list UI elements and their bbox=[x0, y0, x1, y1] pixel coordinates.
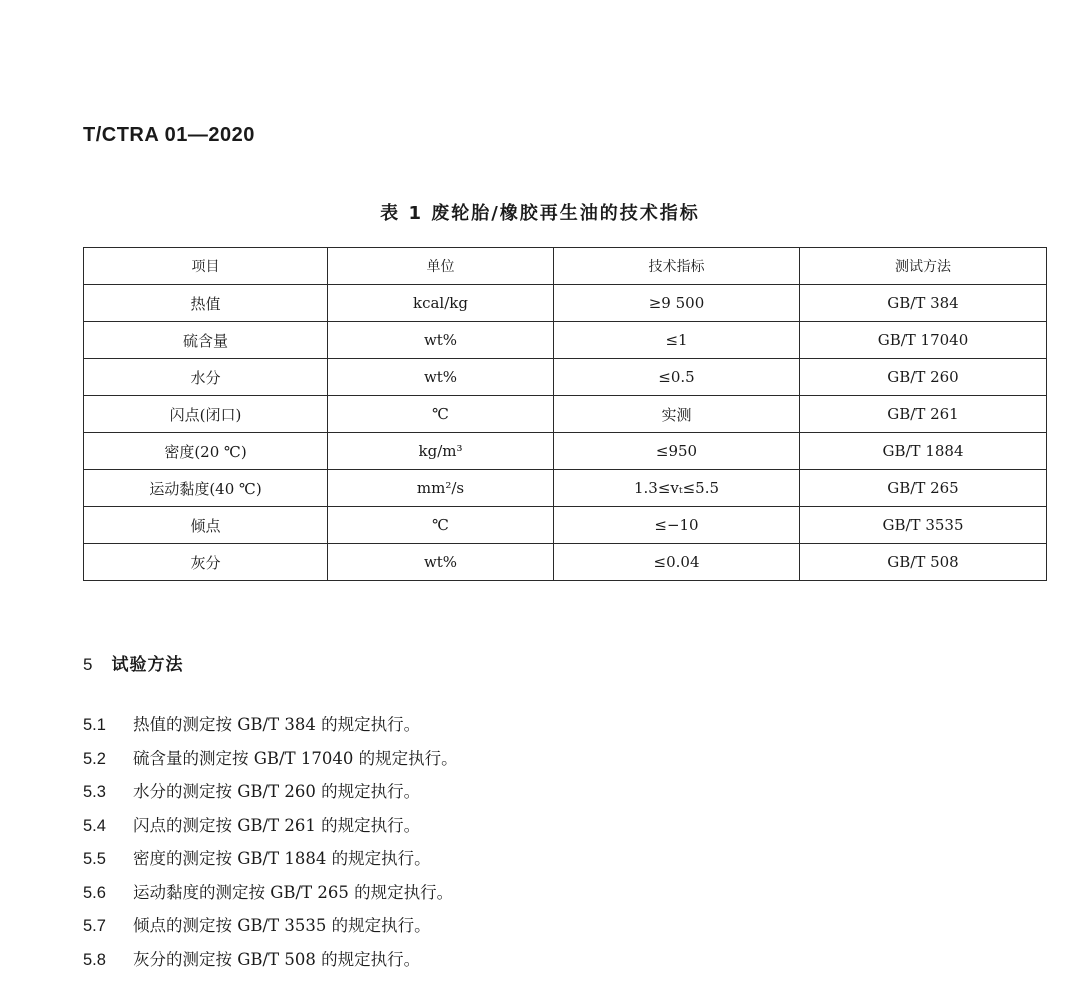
clause-item bbox=[83, 742, 458, 776]
cell-method: GB/T 1884 bbox=[800, 433, 1047, 470]
cell-unit: mm²/s bbox=[328, 470, 554, 507]
cell-item: 密度(20 ℃) bbox=[84, 433, 328, 470]
clause-number: 5.8 bbox=[83, 950, 106, 969]
cell-item: 闪点(闭口) bbox=[84, 396, 328, 433]
cell-method: GB/T 384 bbox=[800, 285, 1047, 322]
header-item: 项目 bbox=[84, 248, 328, 285]
header-method: 测试方法 bbox=[800, 248, 1047, 285]
clause-number: 5.4 bbox=[83, 816, 106, 835]
cell-item: 热值 bbox=[84, 285, 328, 322]
table-header-row bbox=[84, 248, 1047, 285]
cell-spec: ≤0.04 bbox=[554, 544, 800, 581]
clause-text: 倾点的测定按 GB/T 3535 的规定执行。 bbox=[133, 916, 431, 935]
cell-unit: ℃ bbox=[328, 507, 554, 544]
clause-item bbox=[83, 943, 458, 977]
section-heading bbox=[83, 650, 183, 675]
clause-number: 5.6 bbox=[83, 883, 106, 902]
clause-item bbox=[83, 842, 458, 876]
cell-spec: ≤950 bbox=[554, 433, 800, 470]
clause-item bbox=[83, 775, 458, 809]
table-row bbox=[84, 396, 1047, 433]
cell-spec: ≤1 bbox=[554, 322, 800, 359]
table-row bbox=[84, 470, 1047, 507]
table-row bbox=[84, 507, 1047, 544]
spec-table bbox=[83, 247, 1047, 581]
clause-number: 5.7 bbox=[83, 917, 106, 935]
document-code: T/CTRA 01—2020 bbox=[83, 124, 255, 146]
clause-text: 水分的测定按 GB/T 260 的规定执行。 bbox=[133, 782, 421, 801]
clause-text: 密度的测定按 GB/T 1884 的规定执行。 bbox=[133, 849, 431, 868]
clause-item bbox=[83, 809, 458, 843]
cell-unit: kcal/kg bbox=[328, 285, 554, 322]
cell-method: GB/T 3535 bbox=[800, 507, 1047, 544]
cell-item: 运动黏度(40 ℃) bbox=[84, 470, 328, 507]
clause-text: 热值的测定按 GB/T 384 的规定执行。 bbox=[133, 715, 421, 734]
cell-unit: wt% bbox=[328, 544, 554, 581]
clause-text: 运动黏度的测定按 GB/T 265 的规定执行。 bbox=[133, 882, 454, 902]
clause-list bbox=[83, 708, 458, 976]
cell-item: 硫含量 bbox=[84, 322, 328, 359]
cell-spec: 实测 bbox=[554, 396, 800, 433]
cell-unit: kg/m³ bbox=[328, 433, 554, 470]
cell-spec: ≤−10 bbox=[554, 507, 800, 544]
cell-item: 水分 bbox=[84, 359, 328, 396]
clause-text: 硫含量的测定按 GB/T 17040 的规定执行。 bbox=[133, 748, 458, 768]
clause-text: 灰分的测定按 GB/T 508 的规定执行。 bbox=[133, 949, 421, 969]
clause-text: 闪点的测定按 GB/T 261 的规定执行。 bbox=[133, 815, 421, 835]
clause-item bbox=[83, 708, 458, 742]
cell-method: GB/T 261 bbox=[800, 396, 1047, 433]
table-row bbox=[84, 433, 1047, 470]
table-row bbox=[84, 544, 1047, 581]
section-number: 5 bbox=[83, 655, 94, 674]
cell-unit: wt% bbox=[328, 322, 554, 359]
section-title: 试验方法 bbox=[111, 655, 184, 675]
cell-unit: wt% bbox=[328, 359, 554, 396]
cell-method: GB/T 17040 bbox=[800, 322, 1047, 359]
clause-item bbox=[83, 876, 458, 910]
clause-number: 5.3 bbox=[83, 783, 106, 801]
cell-unit: ℃ bbox=[328, 396, 554, 433]
clause-item bbox=[83, 909, 458, 943]
clause-number: 5.2 bbox=[83, 749, 106, 768]
cell-method: GB/T 265 bbox=[800, 470, 1047, 507]
cell-spec: ≥9 500 bbox=[554, 285, 800, 322]
cell-item: 灰分 bbox=[84, 544, 328, 581]
header-unit: 单位 bbox=[328, 248, 554, 285]
clause-number: 5.5 bbox=[83, 850, 106, 868]
cell-spec: 1.3≤vₜ≤5.5 bbox=[554, 470, 800, 507]
clause-number: 5.1 bbox=[83, 716, 106, 734]
table-row bbox=[84, 359, 1047, 396]
table-row bbox=[84, 322, 1047, 359]
header-spec: 技术指标 bbox=[554, 248, 800, 285]
table-title: 表 1 废轮胎/橡胶再生油的技术指标 bbox=[380, 203, 700, 224]
cell-spec: ≤0.5 bbox=[554, 359, 800, 396]
cell-method: GB/T 508 bbox=[800, 544, 1047, 581]
table-row bbox=[84, 285, 1047, 322]
cell-method: GB/T 260 bbox=[800, 359, 1047, 396]
cell-item: 倾点 bbox=[84, 507, 328, 544]
